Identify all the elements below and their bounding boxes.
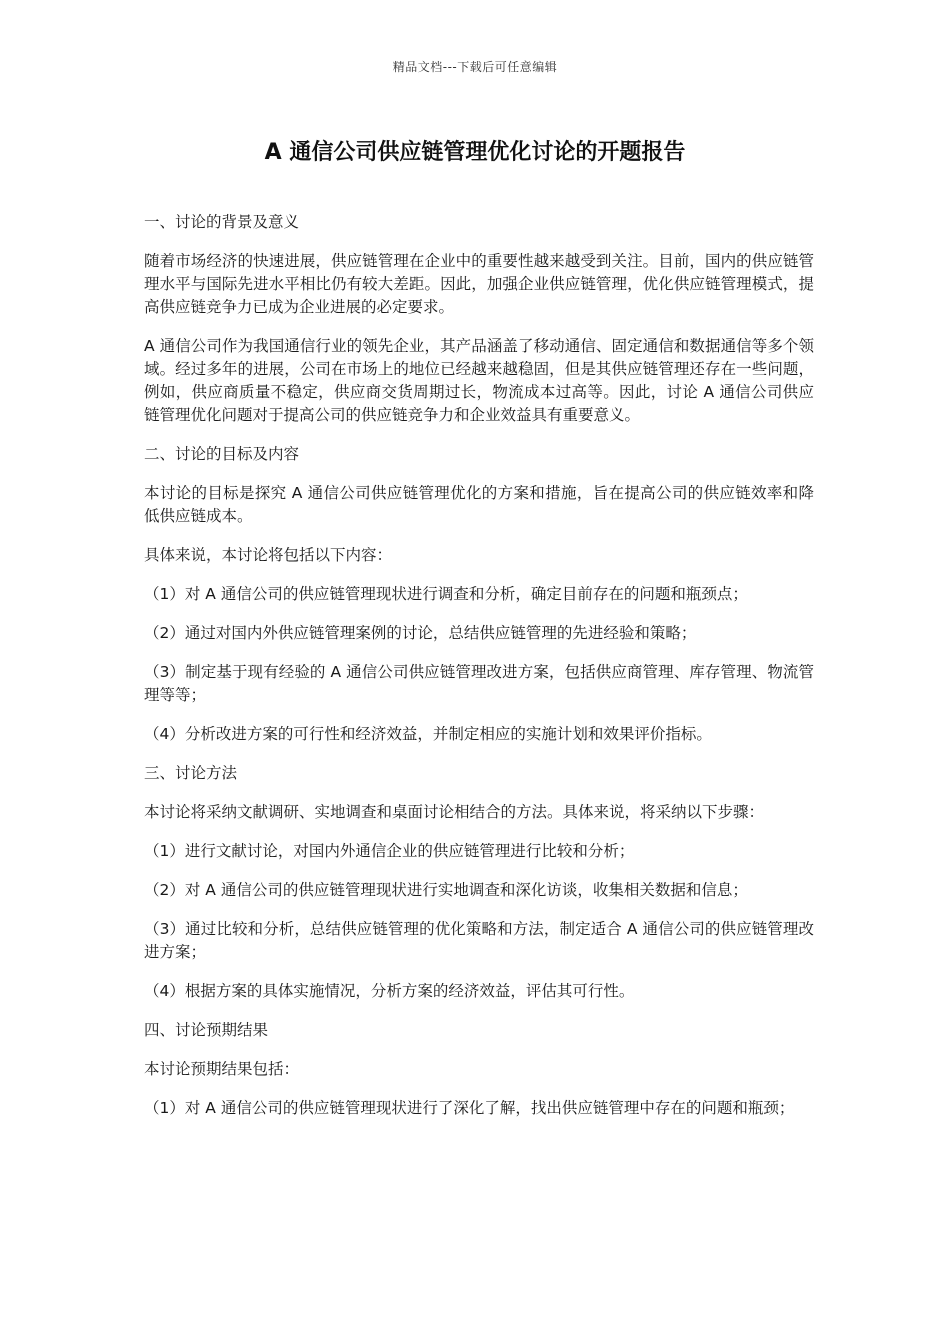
section-heading-methods: 三、讨论方法 xyxy=(144,764,238,782)
paragraph-background-2: A 通信公司作为我国通信行业的领先企业，其产品涵盖了移动通信、固定通信和数据通信等多个领域。经过多年的进展，公司在市场上的地位已经越来越稳固，但是其供应链管理还存在一些问题，例如，供应商质量不稳定，供应商交货周期过长，物流成本过高等。因此，讨论 A 通信公司供应链管理优化问题对于提高公司的供应链竞争力和企业效益具有重要意义。 xyxy=(144,337,814,424)
header-note: 精品文档---下载后可任意编辑 xyxy=(392,60,558,74)
document-body xyxy=(144,211,814,1136)
document-title: A 通信公司供应链管理优化讨论的开题报告 xyxy=(264,140,686,165)
paragraph-goals-1: 本讨论的目标是探究 A 通信公司供应链管理优化的方案和措施，旨在提高公司的供应链效率和降低供应链成本。 xyxy=(144,484,814,525)
list-item: （1）对 A 通信公司的供应链管理现状进行调查和分析，确定目前存在的问题和瓶颈点； xyxy=(144,585,748,603)
list-item: （1）进行文献讨论，对国内外通信企业的供应链管理进行比较和分析； xyxy=(144,842,635,860)
list-item: （4）分析改进方案的可行性和经济效益，并制定相应的实施计划和效果评价指标。 xyxy=(144,725,712,743)
list-item: （3）制定基于现有经验的 A 通信公司供应链管理改进方案，包括供应商管理、库存管理、物流管理等等； xyxy=(144,663,814,704)
list-item: （4）根据方案的具体实施情况，分析方案的经济效益，评估其可行性。 xyxy=(144,982,635,1000)
list-item: （3）通过比较和分析，总结供应链管理的优化策略和方法，制定适合 A 通信公司的供应链管理改进方案； xyxy=(144,920,814,961)
section-heading-goals: 二、讨论的目标及内容 xyxy=(144,445,300,463)
section-heading-expected-results: 四、讨论预期结果 xyxy=(144,1021,269,1039)
section-heading-background: 一、讨论的背景及意义 xyxy=(144,213,300,231)
list-item: （1）对 A 通信公司的供应链管理现状进行了深化了解，找出供应链管理中存在的问题和瓶颈； xyxy=(144,1099,795,1117)
list-item: （2）对 A 通信公司的供应链管理现状进行实地调查和深化访谈，收集相关数据和信息； xyxy=(144,881,748,899)
paragraph-methods-1: 本讨论将采纳文献调研、实地调查和桌面讨论相结合的方法。具体来说，将采纳以下步骤： xyxy=(144,803,765,821)
paragraph-results-1: 本讨论预期结果包括： xyxy=(144,1060,300,1078)
list-item: （2）通过对国内外供应链管理案例的讨论，总结供应链管理的先进经验和策略； xyxy=(144,624,697,642)
paragraph-goals-2: 具体来说，本讨论将包括以下内容： xyxy=(144,546,393,564)
paragraph-background-1: 随着市场经济的快速进展，供应链管理在企业中的重要性越来越受到关注。目前，国内的供应链管理水平与国际先进水平相比仍有较大差距。因此，加强企业供应链管理，优化供应链管理模式，提高供应链竞争力已成为企业进展的必定要求。 xyxy=(144,252,814,316)
